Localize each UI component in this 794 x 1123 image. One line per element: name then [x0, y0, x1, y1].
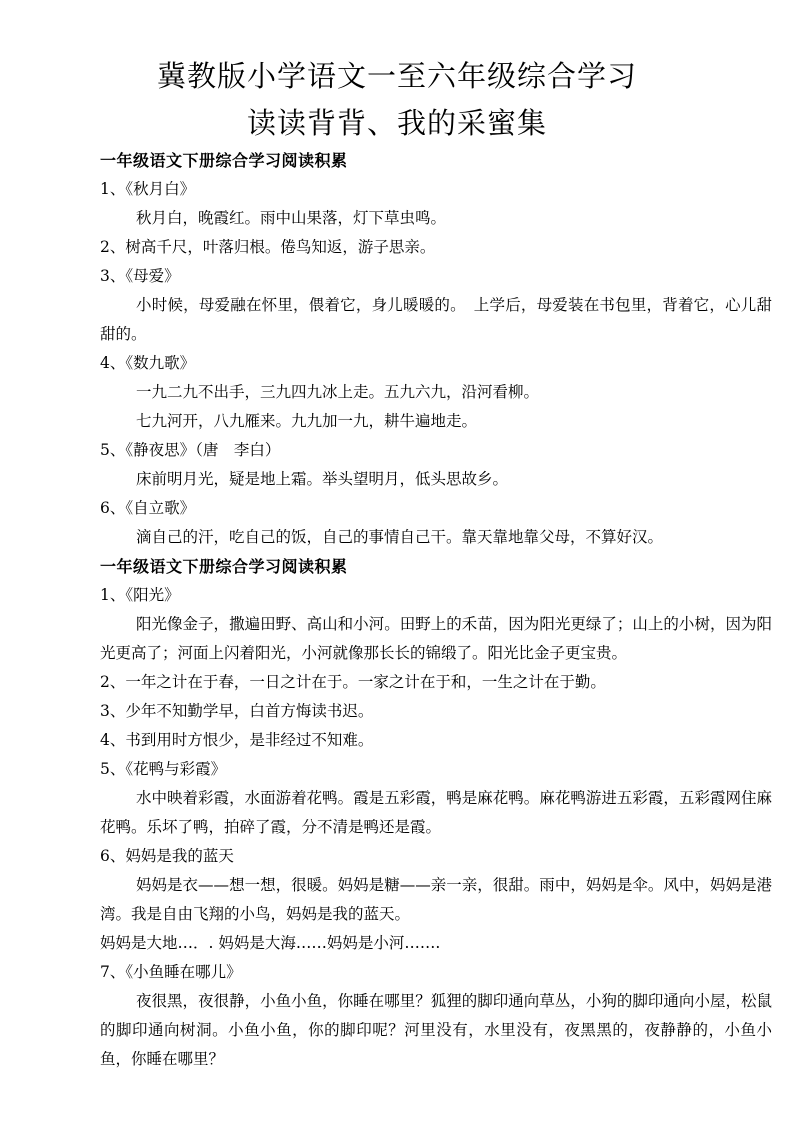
item-title: 1、《阳光》 [100, 586, 180, 604]
item-title: 7、《小鱼睡在哪儿》 [100, 963, 242, 981]
item-paragraph: 妈妈是衣——想一想，很暖。妈妈是糖——亲一亲，很甜。雨中，妈妈是伞。风中，妈妈是港湾。我是自由飞翔的小鸟，妈妈是我的蓝天。 [100, 876, 772, 923]
item-title: 3、《母爱》 [100, 267, 180, 285]
section-heading: 一年级语文下册综合学习阅读积累 [100, 557, 348, 576]
item-paragraph: 阳光像金子，撒遍田野、高山和小河。田野上的禾苗，因为阳光更绿了；山上的小树，因为阳光更高了；河面上闪着阳光，小河就像那长长的锦缎了。阳光比金子更宝贵。 [100, 615, 772, 662]
item-title: 1、《秋月白》 [100, 180, 196, 198]
item-title: 6、妈妈是我的蓝天 [100, 847, 234, 865]
section-heading: 一年级语文下册综合学习阅读积累 [100, 151, 348, 170]
document-title: 冀教版小学语文一至六年级综合学习 [156, 59, 637, 93]
item-paragraph: 夜很黑，夜很静，小鱼小鱼，你睡在哪里？狐狸的脚印通向草丛，小狗的脚印通向小屋，松鼠的脚印通向树洞。小鱼小鱼，你的脚印呢？河里没有，水里没有，夜黑黑的，夜静静的，小鱼小鱼，你睡在哪里？ [100, 992, 772, 1068]
item-title: 5、《静夜思》（唐 李白） [100, 441, 281, 459]
item-tail-line: 妈妈是大地…．. 妈妈是大海……妈妈是小河……. [100, 934, 441, 952]
item-paragraph: 滴自己的汗，吃自己的饭，自己的事情自己干。靠天靠地靠父母，不算好汉。 [136, 528, 664, 546]
item-title: 2、树高千尺，叶落归根。倦鸟知返，游子思亲。 [100, 238, 436, 256]
item-paragraph: 水中映着彩霞，水面游着花鸭。霞是五彩霞，鸭是麻花鸭。麻花鸭游进五彩霞，五彩霞网住麻花鸭。乐坏了鸭，拍碎了霞，分不清是鸭还是霞。 [100, 789, 772, 836]
item-title: 2、一年之计在于春，一日之计在于。一家之计在于和，一生之计在于勤。 [100, 673, 606, 691]
section-1 [100, 146, 772, 552]
item-paragraph: 秋月白，晚霞红。雨中山果落，灯下草虫鸣。 [136, 209, 447, 227]
item-paragraph: 小时候，母爱融在怀里，偎着它，身儿暖暖的。 上学后，母爱装在书包里，背着它，心儿甜甜的。 [100, 296, 772, 343]
item-title: 3、少年不知勤学早，白首方悔读书迟。 [100, 702, 374, 720]
item-title: 5、《花鸭与彩霞》 [100, 760, 227, 778]
item-paragraph: 一九二九不出手，三九四九冰上走。五九六九，沿河看柳。 [136, 383, 540, 401]
item-paragraph: 床前明月光，疑是地上霜。举头望明月，低头思故乡。 [136, 470, 509, 488]
item-title: 4、书到用时方恨少，是非经过不知难。 [100, 731, 374, 749]
section-2 [100, 552, 772, 1074]
item-title: 6、《自立歌》 [100, 499, 196, 517]
document-body [100, 146, 772, 1074]
document-subtitle: 读读背背、我的采蜜集 [246, 106, 547, 140]
item-title: 4、《数九歌》 [100, 354, 196, 372]
item-paragraph: 七九河开，八九雁来。九九加一九，耕牛遍地走。 [136, 412, 478, 430]
